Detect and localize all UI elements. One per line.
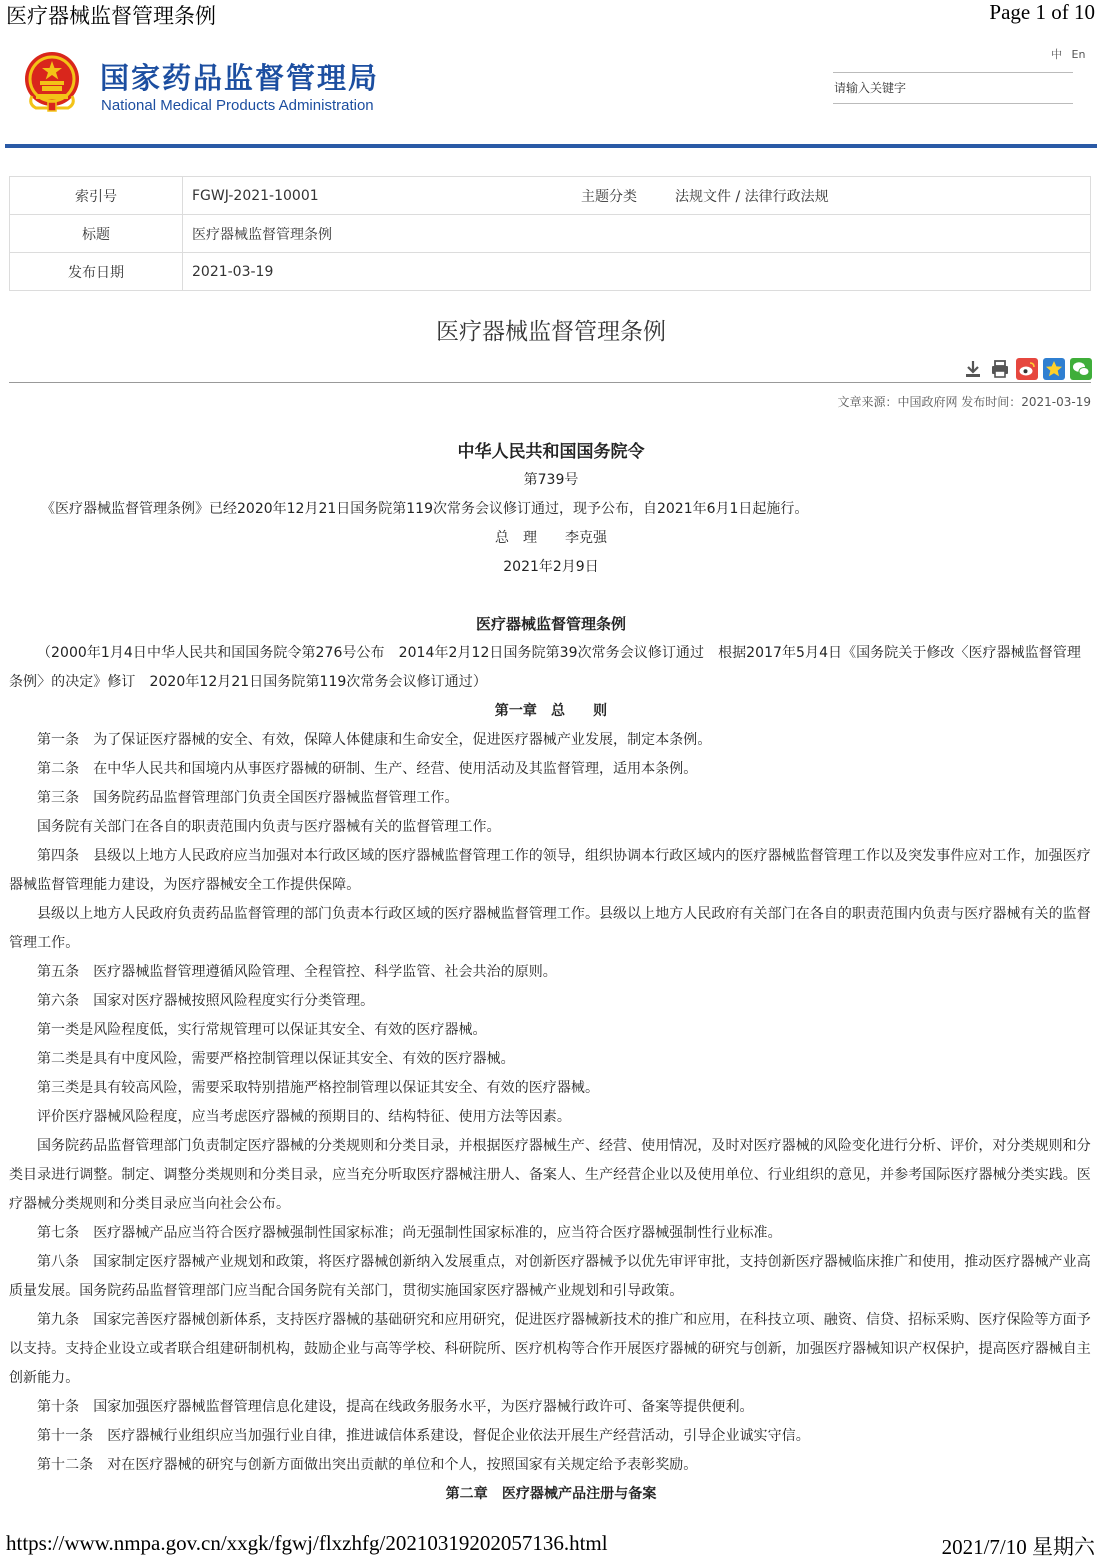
article-paragraph: 国务院药品监督管理部门负责制定医疗器械的分类规则和分类目录，并根据医疗器械生产、经营、使用情况，及时对医疗器械的风险变化进行分析、评价，对分类规则和分类目录进行调整。制定、调整分类规则和分类目录，应当充分听取医疗器械注册人、备案人、生产经营企业以及使用单位、行业组织的意见，并参考国际医疗器械分类实践。医疗器械分类规则和分类目录应当向社会公布。: [9, 1138, 1091, 1212]
article-paragraph: 第二类是具有中度风险，需要严格控制管理以保证其安全、有效的医疗器械。: [37, 1051, 515, 1067]
article-paragraph: 评价医疗器械风险程度，应当考虑医疗器械的预期目的、结构特征、使用方法等因素。: [37, 1109, 571, 1125]
national-emblem-icon[interactable]: [22, 50, 82, 112]
index-label: 索引号: [10, 177, 183, 215]
favorite-icon[interactable]: [1043, 358, 1065, 380]
title-label: 标题: [10, 215, 183, 253]
article-paragraph: 第九条 国家完善医疗器械创新体系，支持医疗器械的基础研究和应用研究，促进医疗器械新技术的推广和应用，在科技立项、融资、信贷、招标采购、医疗保险等方面予以支持。支持企业设立或者联合组建研制机构，鼓励企业与高等学校、科研院所、医疗机构等合作开展医疗器械的研究与创新，加强医疗器械知识产权保护，提高医疗器械自主创新能力。: [9, 1312, 1091, 1386]
chapter-heading: 第一章 总 则: [494, 703, 608, 719]
date-label: 发布日期: [10, 253, 183, 291]
article-paragraph: 第十二条 对在医疗器械的研究与创新方面做出突出贡献的单位和个人，按照国家有关规定给予表彰奖励。: [37, 1457, 698, 1473]
date-value: 2021-03-19: [183, 253, 1091, 291]
print-icon[interactable]: [989, 358, 1011, 380]
article-toolbar: [962, 357, 1097, 381]
order-date: 2021年2月9日: [503, 559, 599, 575]
order-title: 中华人民共和国国务院令: [457, 442, 645, 462]
weibo-icon[interactable]: [1016, 358, 1038, 380]
download-icon[interactable]: [962, 358, 984, 380]
article-paragraph: 第十条 国家加强医疗器械监督管理信息化建设，提高在线政务服务水平，为医疗器械行政许可、备案等提供便利。: [37, 1399, 754, 1415]
article-paragraph: 第三条 国务院药品监督管理部门负责全国医疗器械监督管理工作。: [37, 790, 459, 806]
index-value: FGWJ-2021-10001: [183, 177, 553, 215]
article-body: [9, 438, 1093, 1509]
article-paragraph: 第三类是具有较高风险，需要采取特别措施严格控制管理以保证其安全、有效的医疗器械。: [37, 1080, 599, 1096]
article-paragraph: 第六条 国家对医疗器械按照风险程度实行分类管理。: [37, 993, 375, 1009]
header-divider: [5, 144, 1097, 148]
language-switch: [1051, 46, 1091, 62]
title-divider: [9, 382, 1091, 383]
article-paragraph: 第一条 为了保证医疗器械的安全、有效，保障人体健康和生命安全，促进医疗器械产业发展，制定本条例。: [37, 732, 712, 748]
article-paragraph: 第一类是风险程度低，实行常规管理可以保证其安全、有效的医疗器械。: [37, 1022, 487, 1038]
chapter-heading: 第二章 医疗器械产品注册与备案: [445, 1486, 657, 1502]
lang-en-link[interactable]: En: [1071, 48, 1086, 61]
table-row: [10, 177, 1091, 215]
table-row: [10, 215, 1091, 253]
article-paragraph: 第七条 医疗器械产品应当符合医疗器械强制性国家标准；尚无强制性国家标准的，应当符合医疗器械强制性行业标准。: [37, 1225, 782, 1241]
regulation-history: （2000年1月4日中华人民共和国国务院令第276号公布 2014年2月12日国务院第39次常务会议修订通过 根据2017年5月4日《国务院关于修改〈医疗器械监督管理条例〉的决定》修订 2020年12月21日国务院第119次常务会议修订通过）: [9, 645, 1081, 690]
category-value: 法规文件 / 法律行政法规: [666, 177, 1091, 215]
article-source-line: 文章来源：中国政府网 发布时间：2021-03-19: [837, 395, 1091, 409]
article-paragraph: 第二条 在中华人民共和国境内从事医疗器械的研制、生产、经营、使用活动及其监督管理，适用本条例。: [37, 761, 698, 777]
article-paragraph: 县级以上地方人民政府负责药品监督管理的部门负责本行政区域的医疗器械监督管理工作。县级以上地方人民政府有关部门在各自的职责范围内负责与医疗器械有关的监督管理工作。: [9, 906, 1091, 951]
order-number: 第739号: [523, 472, 579, 488]
print-page-label: Page 1 of 10: [989, 0, 1095, 24]
search-box: [833, 72, 1073, 104]
table-row: [10, 253, 1091, 291]
print-footer-url: https://www.nmpa.gov.cn/xxgk/fgwj/flxzhfg/20210319202057136.html: [6, 1531, 608, 1555]
search-input[interactable]: [834, 81, 1064, 95]
article-paragraph: 第四条 县级以上地方人民政府应当加强对本行政区域的医疗器械监督管理工作的领导，组织协调本行政区域内的医疗器械监督管理工作以及突发事件应对工作，加强医疗器械监督管理能力建设，为医疗器械安全工作提供保障。: [9, 848, 1091, 893]
article-paragraph: 第八条 国家制定医疗器械产业规划和政策，将医疗器械创新纳入发展重点，对创新医疗器械予以优先审评审批，支持创新医疗器械临床推广和使用，推动医疗器械产业高质量发展。国务院药品监督管理部门应当配合国务院有关部门，贯彻实施国家医疗器械产业规划和引导政策。: [9, 1254, 1091, 1299]
document-meta-table: [9, 176, 1091, 291]
article-paragraph: 第五条 医疗器械监督管理遵循风险管理、全程管控、科学监管、社会共治的原则。: [37, 964, 557, 980]
site-name-cn[interactable]: 国家药品监督管理局: [100, 61, 380, 95]
title-value: 医疗器械监督管理条例: [183, 215, 1091, 253]
article-paragraph: 第十一条 医疗器械行业组织应当加强行业自律，推进诚信体系建设，督促企业依法开展生产经营活动，引导企业诚实守信。: [37, 1428, 810, 1444]
article-title: 医疗器械监督管理条例: [436, 319, 666, 345]
print-footer-date: 2021/7/10 星期六: [941, 1535, 1095, 1559]
site-name-en: National Medical Products Administration: [101, 97, 374, 114]
order-signer: 总 理 李克强: [495, 530, 607, 546]
order-lead: 《医疗器械监督管理条例》已经2020年12月21日国务院第119次常务会议修订通过，现予公布，自2021年6月1日起施行。: [41, 501, 809, 517]
lang-cn-link[interactable]: 中: [1051, 48, 1062, 61]
regulation-title: 医疗器械监督管理条例: [475, 615, 626, 633]
article-paragraph: 国务院有关部门在各自的职责范围内负责与医疗器械有关的监督管理工作。: [37, 819, 501, 835]
category-label: 主题分类: [552, 177, 666, 215]
wechat-icon[interactable]: [1070, 358, 1092, 380]
print-header-title: 医疗器械监督管理条例: [6, 4, 216, 28]
